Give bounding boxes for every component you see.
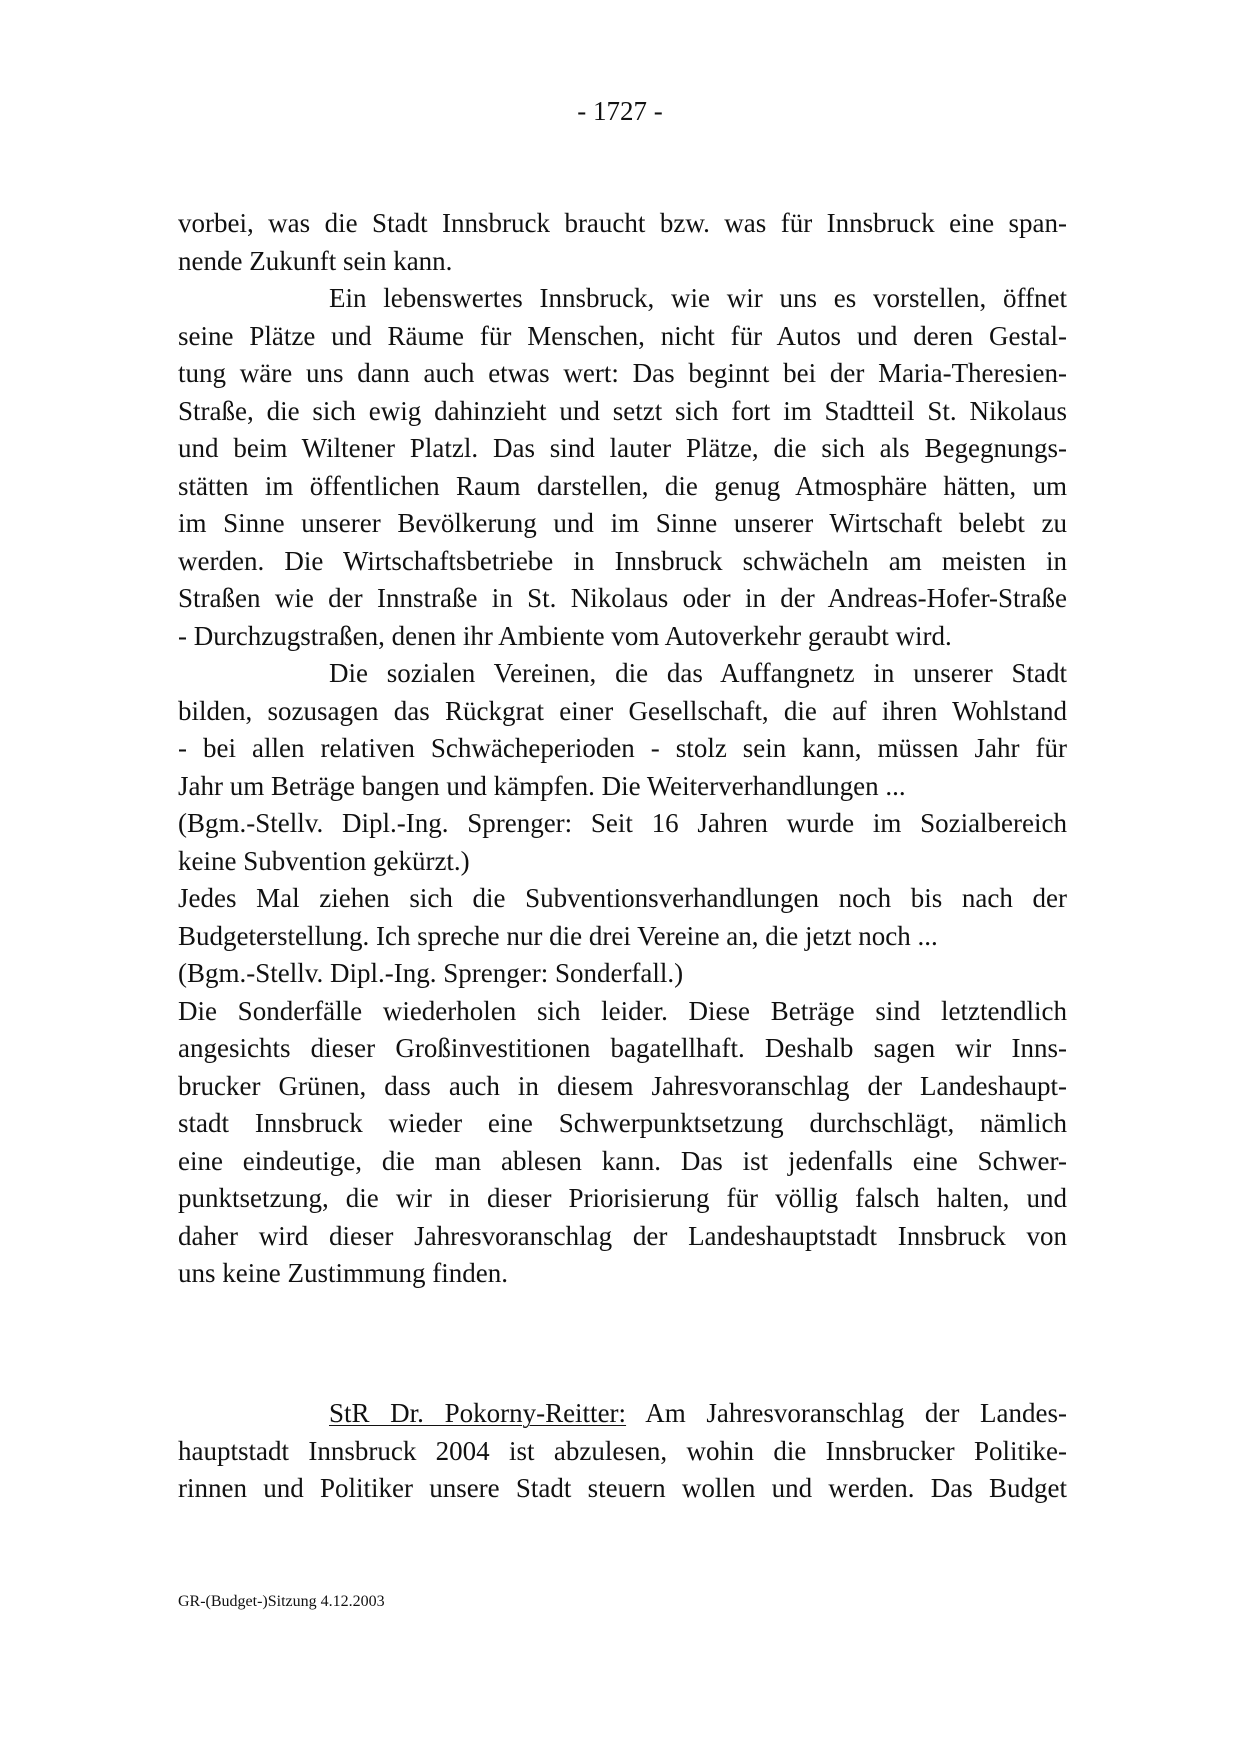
paragraph-4 bbox=[178, 880, 1067, 955]
text-line: hauptstadt Innsbruck 2004 ist abzulesen, wohin die Innsbrucker Politike- bbox=[178, 1435, 1067, 1466]
interjection-1 bbox=[178, 805, 1067, 880]
paragraph-5 bbox=[178, 993, 1067, 1293]
speech-block bbox=[178, 1395, 1067, 1508]
text-line: eine eindeutige, die man ablesen kann. Das ist jedenfalls eine Schwer- bbox=[178, 1145, 1067, 1176]
text-line: nende Zukunft sein kann. bbox=[178, 245, 453, 276]
footer-session-label: GR-(Budget-)Sitzung 4.12.2003 bbox=[178, 1593, 385, 1610]
text-line: vorbei, was die Stadt Innsbruck braucht bzw. was für Innsbruck eine span- bbox=[178, 208, 1067, 238]
text-line bbox=[178, 1395, 1067, 1433]
text-line: (Bgm.-Stellv. Dipl.-Ing. Sprenger: Sonderfall.) bbox=[178, 958, 684, 988]
text-line: Ein lebenswertes Innsbruck, wie wir uns es vorstellen, öffnet bbox=[329, 283, 1067, 313]
text-line: Die sozialen Vereinen, die das Auffangnetz in unserer Stadt bbox=[329, 658, 1067, 688]
text-line: Jahr um Beträge bangen und kämpfen. Die Weiterverhandlungen ... bbox=[178, 770, 906, 801]
text-line: (Bgm.-Stellv. Dipl.-Ing. Sprenger: Seit 16 Jahren wurde im Sozialbereich bbox=[178, 808, 1067, 838]
text-line: Die Sonderfälle wiederholen sich leider. Diese Beträge sind letztendlich bbox=[178, 995, 1067, 1026]
text-line: uns keine Zustimmung finden. bbox=[178, 1258, 508, 1288]
text-line: stätten im öffentlichen Raum darstellen, die genug Atmosphäre hätten, um bbox=[178, 470, 1067, 501]
page-number: - 1727 - bbox=[577, 96, 663, 126]
text-line: und beim Wiltener Platzl. Das sind lauter Plätze, die sich als Begegnungs- bbox=[178, 433, 1067, 463]
text-line: seine Plätze und Räume für Menschen, nicht für Autos und deren Gestal- bbox=[178, 320, 1067, 351]
speaker-name: StR Dr. Pokorny-Reitter: bbox=[329, 1398, 627, 1428]
text-line: daher wird dieser Jahresvoranschlag der Landeshauptstadt Innsbruck von bbox=[178, 1220, 1067, 1251]
paragraph-1 bbox=[178, 205, 1067, 280]
text-line: Straße, die sich ewig dahinzieht und setzt sich fort im Stadtteil St. Nikolaus bbox=[178, 395, 1067, 426]
text-line: Jedes Mal ziehen sich die Subventionsverhandlungen noch bis nach der bbox=[178, 883, 1067, 913]
text-line: stadt Innsbruck wieder eine Schwerpunktsetzung durchschlägt, nämlich bbox=[178, 1108, 1067, 1138]
speech-paragraph bbox=[178, 1395, 1067, 1508]
text-line: werden. Die Wirtschaftsbetriebe in Innsbruck schwächeln am meisten in bbox=[178, 545, 1067, 576]
interjection-2 bbox=[178, 955, 1067, 993]
text-line: Straßen wie der Innstraße in St. Nikolaus oder in der Andreas-Hofer-Straße bbox=[178, 583, 1067, 613]
text-line: bilden, sozusagen das Rückgrat einer Gesellschaft, die auf ihren Wohlstand bbox=[178, 695, 1067, 726]
text-line: im Sinne unserer Bevölkerung und im Sinne unserer Wirtschaft belebt zu bbox=[178, 508, 1067, 538]
text-line: punktsetzung, die wir in dieser Priorisierung für völlig falsch halten, und bbox=[178, 1183, 1067, 1213]
text-line: Budgeterstellung. Ich spreche nur die drei Vereine an, die jetzt noch ... bbox=[178, 920, 938, 951]
text-line: - bei allen relativen Schwächeperioden - stolz sein kann, müssen Jahr für bbox=[178, 733, 1067, 763]
paragraph-2 bbox=[178, 280, 1067, 655]
text-line: - Durchzugstraßen, denen ihr Ambiente vom Autoverkehr geraubt wird. bbox=[178, 620, 952, 651]
paragraph-3 bbox=[178, 655, 1067, 805]
text-line: rinnen und Politiker unsere Stadt steuern wollen und werden. Das Budget bbox=[178, 1473, 1067, 1503]
text-line: keine Subvention gekürzt.) bbox=[178, 845, 470, 876]
text-line: angesichts dieser Großinvestitionen bagatellhaft. Deshalb sagen wir Inns- bbox=[178, 1033, 1067, 1063]
body-text bbox=[178, 205, 1067, 1293]
text-line: brucker Grünen, dass auch in diesem Jahresvoranschlag der Landeshaupt- bbox=[178, 1070, 1067, 1101]
speech-text: Am Jahresvoranschlag der Landes- bbox=[626, 1398, 1067, 1428]
text-line: tung wäre uns dann auch etwas wert: Das beginnt bei der Maria-Theresien- bbox=[178, 358, 1067, 388]
